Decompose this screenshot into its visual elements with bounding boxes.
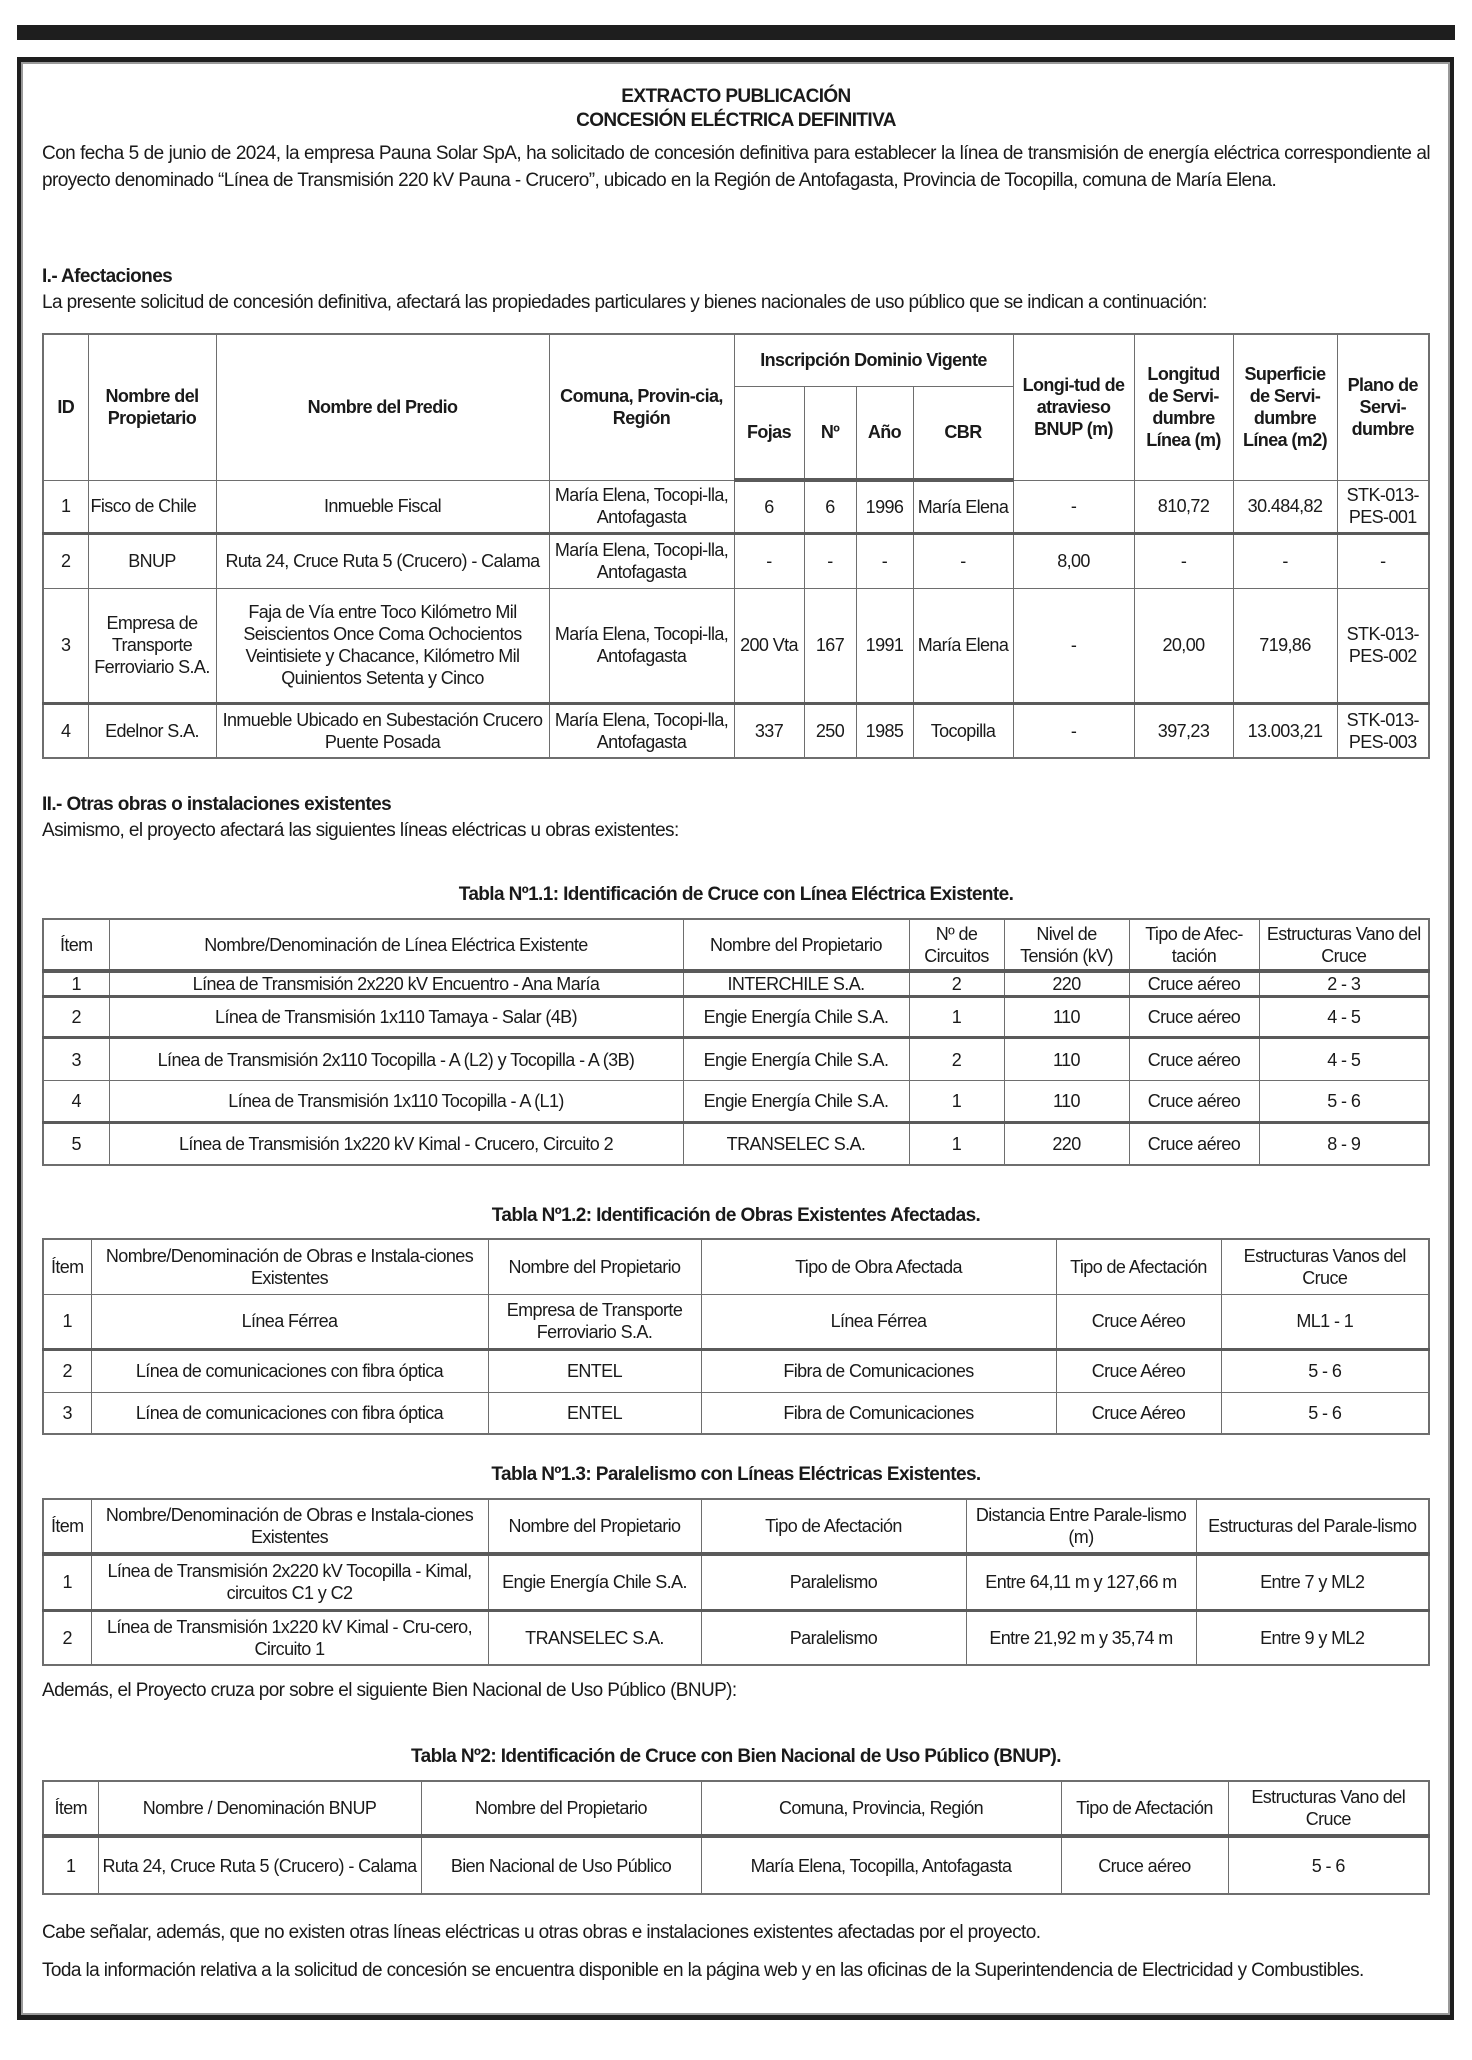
- title-line-1: EXTRACTO PUBLICACIÓN: [621, 86, 851, 107]
- cell-affectation-type: Cruce aéreo: [1129, 997, 1259, 1038]
- table-row: [43, 1294, 1429, 1349]
- cell-cbr: María Elena: [913, 588, 1013, 703]
- notice-title: [17, 85, 1455, 133]
- cell-affectation-type: Cruce aéreo: [1129, 1123, 1259, 1165]
- cell-affectation-type: Cruce Aéreo: [1056, 1294, 1221, 1349]
- cell-item: 1: [43, 1294, 91, 1349]
- col-location: Comuna, Provincia, Región: [701, 1781, 1061, 1836]
- section-2-text: Asimismo, el proyecto afectará las siguientes líneas eléctricas u obras existentes:: [42, 820, 679, 841]
- col-fojas: Fojas: [734, 386, 804, 480]
- col-circuits: Nº de Circuitos: [909, 919, 1004, 971]
- cell-structures: Entre 7 y ML2: [1196, 1554, 1429, 1610]
- table-row: [43, 997, 1429, 1038]
- cell-anio: 1996: [856, 480, 913, 533]
- col-numero: Nº: [804, 386, 856, 480]
- section-1-heading: I.- Afectaciones: [42, 266, 173, 287]
- top-rule: [17, 25, 1455, 40]
- cell-structures: 8 - 9: [1259, 1123, 1429, 1165]
- cell-work-type: Fibra de Comunicaciones: [701, 1349, 1056, 1392]
- bnup-paragraph: Además, el Proyecto cruza por sobre el siguiente Bien Nacional de Uso Público (BNUP):: [42, 1680, 737, 1701]
- col-item: Ítem: [43, 1499, 91, 1554]
- cell-structures: 4 - 5: [1259, 1038, 1429, 1081]
- cell-easement-plan: STK-013-PES-003: [1337, 703, 1429, 758]
- cell-bnup-length: -: [1013, 703, 1134, 758]
- col-structures: Estructuras Vano del Cruce: [1259, 919, 1429, 971]
- cell-owner: Edelnor S.A.: [88, 703, 216, 758]
- cell-cbr: -: [913, 533, 1013, 588]
- section-1-text: La presente solicitud de concesión definitiva, afectará las propiedades particulares y bienes nacionales de uso público que se indican a continuación:: [42, 292, 1207, 313]
- cell-item: 2: [43, 997, 109, 1038]
- cell-owner: Empresa de Transporte Ferroviario S.A.: [488, 1294, 701, 1349]
- cell-structures: 2 - 3: [1259, 971, 1429, 997]
- cell-voltage: 110: [1004, 1081, 1129, 1123]
- crossing-lines-table: [42, 918, 1430, 1166]
- table-row: [43, 703, 1429, 758]
- cell-owner: Engie Energía Chile S.A.: [683, 997, 909, 1038]
- cell-circuits: 2: [909, 1038, 1004, 1081]
- cell-property: Ruta 24, Cruce Ruta 5 (Crucero) - Calama: [216, 533, 549, 588]
- cell-easement-length: 397,23: [1134, 703, 1233, 758]
- col-owner: Nombre del Propietario: [88, 334, 216, 480]
- cell-structures: ML1 - 1: [1221, 1294, 1429, 1349]
- bnup-crossing-table: [42, 1780, 1430, 1895]
- cell-item: 1: [43, 971, 109, 997]
- cell-owner: Empresa de Transporte Ferroviario S.A.: [88, 588, 216, 703]
- cell-anio: -: [856, 533, 913, 588]
- col-bnup-name: Nombre / Denominación BNUP: [98, 1781, 421, 1836]
- cell-owner: BNUP: [88, 533, 216, 588]
- cell-id: 3: [43, 588, 88, 703]
- col-owner: Nombre del Propietario: [421, 1781, 701, 1836]
- cell-circuits: 2: [909, 971, 1004, 997]
- table-row: [43, 1081, 1429, 1123]
- col-property: Nombre del Predio: [216, 334, 549, 480]
- col-structures: Estructuras Vanos del Cruce: [1221, 1239, 1429, 1294]
- cell-easement-length: 810,72: [1134, 480, 1233, 533]
- cell-fojas: 200 Vta: [734, 588, 804, 703]
- cell-distance: Entre 64,11 m y 127,66 m: [966, 1554, 1196, 1610]
- cell-easement-area: -: [1233, 533, 1337, 588]
- table-1-3-title: Tabla Nº1.3: Paralelismo con Líneas Eléctricas Existentes.: [491, 1464, 981, 1485]
- cell-easement-plan: -: [1337, 533, 1429, 588]
- cell-item: 2: [43, 1610, 91, 1665]
- cell-item: 2: [43, 1349, 91, 1392]
- col-easement-area: Superficie de Servi-dumbre Línea (m2): [1233, 334, 1337, 480]
- cell-affectation-type: Cruce aéreo: [1129, 1081, 1259, 1123]
- cell-bnup-length: -: [1013, 480, 1134, 533]
- cell-easement-area: 13.003,21: [1233, 703, 1337, 758]
- col-affectation-type: Tipo de Afec-tación: [1129, 919, 1259, 971]
- closing-paragraph-2: Toda la información relativa a la solicitud de concesión se encuentra disponible en la página web y en las oficinas de la Superintendencia de Electricidad y Combustibles.: [42, 1960, 1364, 1981]
- table-row: [43, 1836, 1429, 1894]
- cell-line-name: Línea de Transmisión 2x220 kV Encuentro - Ana María: [109, 971, 683, 997]
- cell-circuits: 1: [909, 997, 1004, 1038]
- cell-bnup-length: -: [1013, 588, 1134, 703]
- col-affectation-type: Tipo de Afectación: [1056, 1239, 1221, 1294]
- col-voltage: Nivel de Tensión (kV): [1004, 919, 1129, 971]
- cell-owner: Engie Energía Chile S.A.: [683, 1038, 909, 1081]
- table-row: [43, 533, 1429, 588]
- cell-structures: Entre 9 y ML2: [1196, 1610, 1429, 1665]
- col-owner: Nombre del Propietario: [488, 1499, 701, 1554]
- cell-numero: 6: [804, 480, 856, 533]
- cell-anio: 1991: [856, 588, 913, 703]
- cell-circuits: 1: [909, 1123, 1004, 1165]
- cell-item: 1: [43, 1554, 91, 1610]
- cell-affectation-type: Paralelismo: [701, 1610, 966, 1665]
- table-1-1-title: Tabla Nº1.1: Identificación de Cruce con Línea Eléctrica Existente.: [458, 884, 1014, 905]
- cell-affectation-type: Cruce aéreo: [1061, 1836, 1228, 1894]
- cell-anio: 1985: [856, 703, 913, 758]
- cell-structures: 4 - 5: [1259, 997, 1429, 1038]
- cell-location: María Elena, Tocopi-lla, Antofagasta: [549, 533, 734, 588]
- cell-item: 3: [43, 1038, 109, 1081]
- col-owner: Nombre del Propietario: [683, 919, 909, 971]
- cell-location: María Elena, Tocopilla, Antofagasta: [701, 1836, 1061, 1894]
- cell-affectation-type: Cruce aéreo: [1129, 971, 1259, 997]
- cell-line-name: Línea de Transmisión 1x110 Tocopilla - A (L1): [109, 1081, 683, 1123]
- cell-affectation-type: Cruce Aéreo: [1056, 1349, 1221, 1392]
- cell-distance: Entre 21,92 m y 35,74 m: [966, 1610, 1196, 1665]
- cell-line-name: Línea de Transmisión 1x220 kV Kimal - Crucero, Circuito 2: [109, 1123, 683, 1165]
- cell-owner: Bien Nacional de Uso Público: [421, 1836, 701, 1894]
- col-owner: Nombre del Propietario: [488, 1239, 701, 1294]
- col-anio: Año: [856, 386, 913, 480]
- cell-voltage: 220: [1004, 971, 1129, 997]
- affected-works-table: [42, 1238, 1430, 1435]
- cell-line-name: Línea de Transmisión 2x110 Tocopilla - A (L2) y Tocopilla - A (3B): [109, 1038, 683, 1081]
- cell-easement-length: 20,00: [1134, 588, 1233, 703]
- col-work-name: Nombre/Denominación de Obras e Instala-ciones Existentes: [91, 1239, 488, 1294]
- col-cbr: CBR: [913, 386, 1013, 480]
- col-group-inscription: Inscripción Dominio Vigente: [734, 334, 1013, 386]
- col-work-name: Nombre/Denominación de Obras e Instala-ciones Existentes: [91, 1499, 488, 1554]
- cell-owner: INTERCHILE S.A.: [683, 971, 909, 997]
- cell-id: 2: [43, 533, 88, 588]
- cell-owner: Engie Energía Chile S.A.: [683, 1081, 909, 1123]
- cell-easement-length: -: [1134, 533, 1233, 588]
- cell-property: Inmueble Ubicado en Subestación Crucero Puente Posada: [216, 703, 549, 758]
- col-structures: Estructuras Vano del Cruce: [1228, 1781, 1429, 1836]
- cell-numero: 250: [804, 703, 856, 758]
- col-item: Ítem: [43, 1781, 98, 1836]
- cell-cbr: Tocopilla: [913, 703, 1013, 758]
- cell-voltage: 220: [1004, 1123, 1129, 1165]
- col-work-type: Tipo de Obra Afectada: [701, 1239, 1056, 1294]
- cell-work-name: Línea de comunicaciones con fibra óptica: [91, 1349, 488, 1392]
- cell-item: 1: [43, 1836, 98, 1894]
- cell-owner: Engie Energía Chile S.A.: [488, 1554, 701, 1610]
- afectaciones-table: [42, 333, 1430, 759]
- cell-owner: Fisco de Chile: [88, 480, 216, 533]
- cell-structures: 5 - 6: [1221, 1392, 1429, 1434]
- cell-voltage: 110: [1004, 997, 1129, 1038]
- col-easement-plan: Plano de Servi-dumbre: [1337, 334, 1429, 480]
- table-1-2-title: Tabla Nº1.2: Identificación de Obras Existentes Afectadas.: [491, 1205, 981, 1226]
- col-structures: Estructuras del Parale-lismo: [1196, 1499, 1429, 1554]
- cell-owner: TRANSELEC S.A.: [683, 1123, 909, 1165]
- title-line-2: CONCESIÓN ELÉCTRICA DEFINITIVA: [576, 110, 896, 131]
- cell-numero: 167: [804, 588, 856, 703]
- cell-structures: 5 - 6: [1221, 1349, 1429, 1392]
- col-easement-length: Longitud de Servi-dumbre Línea (m): [1134, 334, 1233, 480]
- parallelism-table: [42, 1498, 1430, 1666]
- cell-easement-area: 719,86: [1233, 588, 1337, 703]
- col-affectation-type: Tipo de Afectación: [701, 1499, 966, 1554]
- cell-affectation-type: Paralelismo: [701, 1554, 966, 1610]
- table-row: [43, 1610, 1429, 1665]
- cell-owner: ENTEL: [488, 1392, 701, 1434]
- section-2-heading: II.- Otras obras o instalaciones existentes: [42, 794, 392, 815]
- table-row: [43, 480, 1429, 533]
- cell-fojas: -: [734, 533, 804, 588]
- table-row: [43, 1123, 1429, 1165]
- cell-voltage: 110: [1004, 1038, 1129, 1081]
- cell-item: 4: [43, 1081, 109, 1123]
- cell-circuits: 1: [909, 1081, 1004, 1123]
- cell-work-name: Línea de comunicaciones con fibra óptica: [91, 1392, 488, 1434]
- cell-item: 3: [43, 1392, 91, 1434]
- col-location: Comuna, Provin-cia, Región: [549, 334, 734, 480]
- cell-owner: TRANSELEC S.A.: [488, 1610, 701, 1665]
- table-row: [43, 1392, 1429, 1434]
- col-distance: Distancia Entre Parale-lismo (m): [966, 1499, 1196, 1554]
- intro-paragraph: Con fecha 5 de junio de 2024, la empresa Pauna Solar SpA, ha solicitado de concesión definitiva para establecer la línea de transmisión de energía eléctrica correspondiente al proyecto denominado “Línea de Transmisión 220 kV Pauna - Crucero”, ubicado en la Región de Antofagasta, Provincia de Tocopilla, comuna de María Elena.: [42, 143, 1430, 191]
- cell-fojas: 337: [734, 703, 804, 758]
- col-item: Ítem: [43, 1239, 91, 1294]
- cell-bnup-length: 8,00: [1013, 533, 1134, 588]
- cell-easement-plan: STK-013-PES-001: [1337, 480, 1429, 533]
- cell-affectation-type: Cruce Aéreo: [1056, 1392, 1221, 1434]
- cell-structures: 5 - 6: [1259, 1081, 1429, 1123]
- cell-work-type: Línea Férrea: [701, 1294, 1056, 1349]
- cell-property: Faja de Vía entre Toco Kilómetro Mil Seiscientos Once Coma Ochocientos Veintisiete y Chacance, Kilómetro Mil Quinientos Setenta y Cinco: [216, 588, 549, 703]
- cell-id: 1: [43, 480, 88, 533]
- cell-easement-area: 30.484,82: [1233, 480, 1337, 533]
- cell-cbr: María Elena: [913, 480, 1013, 533]
- cell-location: María Elena, Tocopi-lla, Antofagasta: [549, 480, 734, 533]
- table-row: [43, 971, 1429, 997]
- col-id: ID: [43, 334, 88, 480]
- cell-location: María Elena, Tocopi-lla, Antofagasta: [549, 703, 734, 758]
- cell-fojas: 6: [734, 480, 804, 533]
- cell-work-name: Línea de Transmisión 1x220 kV Kimal - Cru-cero, Circuito 1: [91, 1610, 488, 1665]
- table-row: [43, 1554, 1429, 1610]
- cell-bnup-name: Ruta 24, Cruce Ruta 5 (Crucero) - Calama: [98, 1836, 421, 1894]
- col-affectation-type: Tipo de Afectación: [1061, 1781, 1228, 1836]
- col-line-name: Nombre/Denominación de Línea Eléctrica Existente: [109, 919, 683, 971]
- cell-property: Inmueble Fiscal: [216, 480, 549, 533]
- cell-location: María Elena, Tocopi-lla, Antofagasta: [549, 588, 734, 703]
- cell-structures: 5 - 6: [1228, 1836, 1429, 1894]
- cell-item: 5: [43, 1123, 109, 1165]
- cell-numero: -: [804, 533, 856, 588]
- cell-line-name: Línea de Transmisión 1x110 Tamaya - Salar (4B): [109, 997, 683, 1038]
- cell-owner: ENTEL: [488, 1349, 701, 1392]
- cell-easement-plan: STK-013-PES-002: [1337, 588, 1429, 703]
- col-item: Ítem: [43, 919, 109, 971]
- table-row: [43, 1349, 1429, 1392]
- table-2-title: Tabla Nº2: Identificación de Cruce con Bien Nacional de Uso Público (BNUP).: [411, 1746, 1061, 1767]
- closing-paragraph-1: Cabe señalar, además, que no existen otras líneas eléctricas u otras obras e instalaciones existentes afectadas por el proyecto.: [42, 1922, 1041, 1943]
- table-row: [43, 1038, 1429, 1081]
- col-bnup-length: Longi-tud de atravieso BNUP (m): [1013, 334, 1134, 480]
- cell-work-name: Línea de Transmisión 2x220 kV Tocopilla - Kimal, circuitos C1 y C2: [91, 1554, 488, 1610]
- cell-work-type: Fibra de Comunicaciones: [701, 1392, 1056, 1434]
- cell-id: 4: [43, 703, 88, 758]
- cell-work-name: Línea Férrea: [91, 1294, 488, 1349]
- cell-affectation-type: Cruce aéreo: [1129, 1038, 1259, 1081]
- table-row: [43, 588, 1429, 703]
